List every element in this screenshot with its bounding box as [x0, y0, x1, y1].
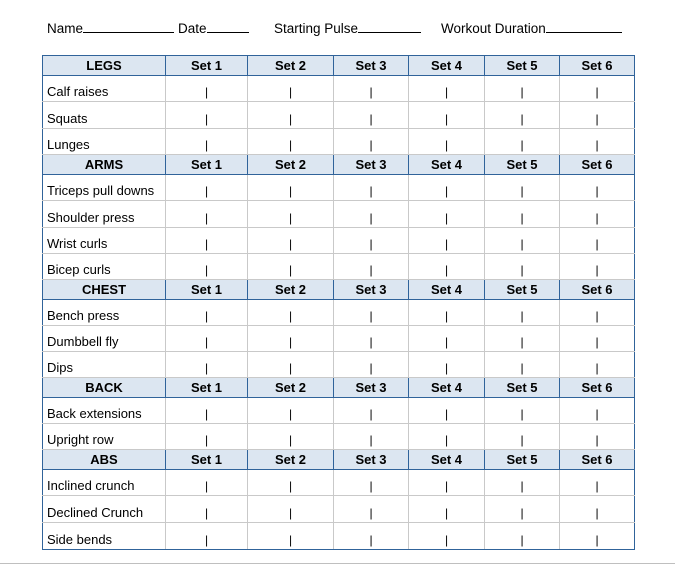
set-entry-mark: |: [369, 533, 373, 547]
set-entry-mark: |: [595, 184, 599, 198]
set-entry-mark: |: [204, 433, 209, 447]
exercise-name: Back extensions: [43, 398, 166, 424]
set-entry-cell[interactable]: [485, 175, 560, 201]
set-entry-mark: |: [204, 237, 209, 251]
set-entry-mark: |: [520, 309, 524, 323]
exercise-row: [43, 496, 635, 523]
set-entry-cell[interactable]: [248, 398, 334, 424]
set-entry-mark: |: [288, 85, 293, 99]
set-entry-cell[interactable]: [560, 175, 635, 201]
set-column-header: Set 2: [248, 56, 334, 76]
set-entry-mark: |: [595, 433, 599, 447]
exercise-row: [43, 228, 635, 254]
set-entry-mark: |: [204, 184, 209, 198]
set-entry-mark: |: [288, 211, 293, 225]
set-column-header: Set 5: [485, 280, 560, 300]
set-entry-cell[interactable]: [485, 201, 560, 228]
set-entry-cell[interactable]: [409, 424, 485, 450]
set-entry-cell[interactable]: [248, 76, 334, 102]
set-entry-mark: |: [520, 263, 524, 277]
set-entry-cell[interactable]: [248, 523, 334, 550]
set-entry-mark: |: [369, 138, 373, 152]
set-column-header: Set 2: [248, 280, 334, 300]
set-entry-cell[interactable]: [334, 300, 409, 326]
set-entry-cell[interactable]: [334, 398, 409, 424]
exercise-name: Squats: [43, 102, 166, 129]
set-entry-mark: |: [204, 309, 209, 323]
set-column-header: Set 1: [166, 378, 248, 398]
set-column-header: Set 6: [560, 280, 635, 300]
exercise-name: Bench press: [43, 300, 166, 326]
set-entry-mark: |: [288, 335, 293, 349]
exercise-name: Inclined crunch: [43, 470, 166, 496]
section-header-row: [43, 450, 635, 470]
set-entry-cell[interactable]: [409, 496, 485, 523]
set-entry-mark: |: [520, 361, 524, 375]
exercise-row: [43, 102, 635, 129]
set-entry-mark: |: [288, 184, 293, 198]
section-title: ARMS: [43, 155, 166, 175]
section-title: LEGS: [43, 56, 166, 76]
set-entry-cell[interactable]: [485, 496, 560, 523]
set-entry-cell[interactable]: [334, 102, 409, 129]
set-entry-cell[interactable]: [166, 470, 248, 496]
set-column-header: Set 1: [166, 280, 248, 300]
set-entry-mark: |: [520, 112, 524, 126]
set-entry-mark: |: [520, 479, 524, 493]
exercise-name: Triceps pull downs: [43, 175, 166, 201]
set-entry-mark: |: [444, 263, 449, 277]
set-entry-mark: |: [288, 237, 293, 251]
set-entry-mark: |: [520, 335, 524, 349]
section-header-row: [43, 378, 635, 398]
set-entry-mark: |: [288, 407, 293, 421]
set-column-header: Set 6: [560, 450, 635, 470]
set-entry-cell[interactable]: [166, 398, 248, 424]
set-entry-mark: |: [444, 506, 449, 520]
exercise-row: [43, 175, 635, 201]
set-column-header: Set 6: [560, 56, 635, 76]
set-entry-cell[interactable]: [560, 300, 635, 326]
set-entry-cell[interactable]: [560, 352, 635, 378]
set-entry-mark: |: [444, 533, 449, 547]
workout-log-table: [42, 55, 635, 550]
set-entry-mark: |: [369, 112, 373, 126]
set-entry-cell[interactable]: [409, 352, 485, 378]
exercise-row: [43, 254, 635, 280]
set-entry-cell[interactable]: [560, 228, 635, 254]
set-entry-mark: |: [288, 533, 293, 547]
set-entry-mark: |: [444, 433, 449, 447]
set-entry-cell[interactable]: [409, 102, 485, 129]
exercise-row: [43, 326, 635, 352]
set-entry-cell[interactable]: [485, 398, 560, 424]
set-entry-cell[interactable]: [334, 254, 409, 280]
set-entry-cell[interactable]: [166, 496, 248, 523]
set-entry-cell[interactable]: [409, 326, 485, 352]
set-column-header: Set 2: [248, 450, 334, 470]
exercise-row: [43, 201, 635, 228]
set-entry-mark: |: [369, 85, 373, 99]
set-column-header: Set 3: [334, 280, 409, 300]
set-entry-cell[interactable]: [485, 300, 560, 326]
set-entry-cell[interactable]: [485, 129, 560, 155]
set-entry-cell[interactable]: [248, 175, 334, 201]
set-entry-mark: |: [520, 533, 524, 547]
set-column-header: Set 4: [409, 280, 485, 300]
starting-pulse-field[interactable]: [274, 19, 421, 36]
name-blank[interactable]: [83, 19, 174, 33]
set-entry-cell[interactable]: [485, 352, 560, 378]
set-entry-mark: |: [204, 138, 209, 152]
set-entry-cell[interactable]: [334, 228, 409, 254]
set-column-header: Set 5: [485, 56, 560, 76]
set-entry-cell[interactable]: [409, 254, 485, 280]
set-entry-mark: |: [204, 361, 209, 375]
set-entry-cell[interactable]: [409, 76, 485, 102]
set-entry-cell[interactable]: [248, 129, 334, 155]
exercise-name: Dips: [43, 352, 166, 378]
set-entry-cell[interactable]: [334, 326, 409, 352]
set-column-header: Set 4: [409, 378, 485, 398]
workout-duration-label: Workout Duration: [441, 21, 546, 36]
set-entry-cell[interactable]: [248, 470, 334, 496]
set-entry-cell[interactable]: [166, 201, 248, 228]
set-entry-cell[interactable]: [166, 129, 248, 155]
section-title: ABS: [43, 450, 166, 470]
set-entry-mark: |: [444, 309, 449, 323]
set-entry-cell[interactable]: [334, 129, 409, 155]
set-entry-mark: |: [369, 309, 373, 323]
set-entry-cell[interactable]: [334, 470, 409, 496]
set-entry-mark: |: [444, 184, 449, 198]
section-title: BACK: [43, 378, 166, 398]
set-entry-mark: |: [369, 433, 373, 447]
set-entry-mark: |: [204, 407, 209, 421]
set-entry-mark: |: [595, 211, 599, 225]
exercise-row: [43, 424, 635, 450]
set-entry-mark: |: [369, 263, 373, 277]
set-entry-mark: |: [204, 211, 209, 225]
exercise-name: Dumbbell fly: [43, 326, 166, 352]
set-entry-mark: |: [595, 263, 599, 277]
set-entry-cell[interactable]: [485, 76, 560, 102]
set-entry-mark: |: [595, 237, 599, 251]
set-column-header: Set 5: [485, 378, 560, 398]
set-column-header: Set 2: [248, 155, 334, 175]
set-entry-cell[interactable]: [560, 523, 635, 550]
set-entry-mark: |: [444, 112, 449, 126]
set-entry-cell[interactable]: [248, 424, 334, 450]
set-entry-cell[interactable]: [166, 352, 248, 378]
set-entry-cell[interactable]: [248, 300, 334, 326]
set-entry-cell[interactable]: [560, 254, 635, 280]
date-label: Date: [178, 21, 207, 36]
date-blank[interactable]: [207, 19, 249, 33]
set-entry-mark: |: [595, 407, 599, 421]
set-entry-cell[interactable]: [248, 326, 334, 352]
set-column-header: Set 3: [334, 56, 409, 76]
set-entry-mark: |: [520, 184, 524, 198]
set-entry-cell[interactable]: [248, 201, 334, 228]
set-entry-cell[interactable]: [409, 201, 485, 228]
set-entry-mark: |: [288, 309, 293, 323]
set-column-header: Set 1: [166, 450, 248, 470]
workout-duration-blank[interactable]: [546, 19, 622, 33]
set-entry-cell[interactable]: [334, 76, 409, 102]
set-entry-mark: |: [369, 479, 373, 493]
set-entry-mark: |: [444, 85, 449, 99]
set-entry-mark: |: [520, 138, 524, 152]
set-entry-cell[interactable]: [248, 254, 334, 280]
set-entry-mark: |: [369, 237, 373, 251]
workout-duration-field[interactable]: [441, 19, 622, 36]
set-entry-cell[interactable]: [485, 102, 560, 129]
name-label: Name: [47, 21, 84, 36]
set-entry-cell[interactable]: [166, 228, 248, 254]
section-title: CHEST: [43, 280, 166, 300]
set-entry-cell[interactable]: [560, 424, 635, 450]
set-column-header: Set 3: [334, 450, 409, 470]
set-entry-mark: |: [204, 533, 209, 547]
set-entry-cell[interactable]: [560, 102, 635, 129]
section-header-row: [43, 56, 635, 76]
set-entry-mark: |: [595, 335, 599, 349]
page-bottom-rule: [0, 563, 675, 564]
exercise-name: Calf raises: [43, 76, 166, 102]
set-entry-cell[interactable]: [560, 470, 635, 496]
set-entry-mark: |: [444, 407, 449, 421]
set-entry-mark: |: [595, 506, 599, 520]
set-entry-cell[interactable]: [485, 424, 560, 450]
set-entry-mark: |: [369, 211, 373, 225]
set-column-header: Set 5: [485, 155, 560, 175]
set-entry-cell[interactable]: [166, 175, 248, 201]
set-entry-mark: |: [369, 335, 373, 349]
set-column-header: Set 1: [166, 155, 248, 175]
set-entry-cell[interactable]: [409, 470, 485, 496]
set-entry-mark: |: [288, 263, 293, 277]
set-entry-mark: |: [444, 479, 449, 493]
set-entry-cell[interactable]: [485, 326, 560, 352]
set-entry-mark: |: [369, 506, 373, 520]
name-field[interactable]: [47, 19, 174, 36]
date-field[interactable]: [178, 19, 249, 36]
set-column-header: Set 4: [409, 450, 485, 470]
set-entry-mark: |: [520, 407, 524, 421]
set-entry-cell[interactable]: [409, 228, 485, 254]
exercise-name: Upright row: [43, 424, 166, 450]
set-entry-mark: |: [520, 237, 524, 251]
set-entry-mark: |: [595, 85, 599, 99]
set-entry-mark: |: [444, 335, 449, 349]
set-entry-cell[interactable]: [166, 326, 248, 352]
set-column-header: Set 3: [334, 378, 409, 398]
section-header-row: [43, 155, 635, 175]
set-column-header: Set 4: [409, 56, 485, 76]
set-entry-cell[interactable]: [560, 201, 635, 228]
set-entry-mark: |: [288, 433, 293, 447]
set-entry-cell[interactable]: [334, 424, 409, 450]
exercise-name: Bicep curls: [43, 254, 166, 280]
set-entry-mark: |: [595, 112, 599, 126]
set-entry-mark: |: [520, 506, 524, 520]
set-entry-cell[interactable]: [560, 76, 635, 102]
set-entry-mark: |: [204, 506, 209, 520]
set-entry-cell[interactable]: [248, 496, 334, 523]
set-entry-cell[interactable]: [248, 228, 334, 254]
set-entry-cell[interactable]: [334, 175, 409, 201]
set-entry-cell[interactable]: [409, 300, 485, 326]
section-header-row: [43, 280, 635, 300]
set-entry-cell[interactable]: [409, 398, 485, 424]
set-entry-cell[interactable]: [409, 175, 485, 201]
set-entry-mark: |: [444, 237, 449, 251]
set-entry-mark: |: [288, 138, 293, 152]
set-entry-cell[interactable]: [409, 523, 485, 550]
set-entry-mark: |: [204, 335, 209, 349]
exercise-row: [43, 523, 635, 550]
exercise-name: Shoulder press: [43, 201, 166, 228]
set-entry-cell[interactable]: [334, 201, 409, 228]
exercise-row: [43, 76, 635, 102]
set-entry-cell[interactable]: [409, 129, 485, 155]
set-entry-mark: |: [369, 184, 373, 198]
set-column-header: Set 6: [560, 155, 635, 175]
set-entry-cell[interactable]: [166, 102, 248, 129]
set-entry-mark: |: [204, 112, 209, 126]
set-entry-mark: |: [369, 361, 373, 375]
set-entry-cell[interactable]: [334, 496, 409, 523]
exercise-name: Declined Crunch: [43, 496, 166, 523]
set-entry-mark: |: [595, 479, 599, 493]
exercise-name: Lunges: [43, 129, 166, 155]
set-entry-mark: |: [595, 309, 599, 323]
exercise-row: [43, 300, 635, 326]
set-entry-cell[interactable]: [166, 523, 248, 550]
set-column-header: Set 6: [560, 378, 635, 398]
set-entry-cell[interactable]: [560, 496, 635, 523]
set-entry-cell[interactable]: [334, 523, 409, 550]
exercise-row: [43, 470, 635, 496]
set-column-header: Set 2: [248, 378, 334, 398]
set-entry-mark: |: [595, 138, 599, 152]
set-entry-mark: |: [288, 361, 293, 375]
set-entry-cell[interactable]: [166, 424, 248, 450]
exercise-row: [43, 398, 635, 424]
set-column-header: Set 3: [334, 155, 409, 175]
set-entry-mark: |: [520, 211, 524, 225]
set-entry-mark: |: [204, 85, 209, 99]
exercise-name: Side bends: [43, 523, 166, 550]
starting-pulse-blank[interactable]: [358, 19, 421, 33]
starting-pulse-label: Starting Pulse: [274, 21, 359, 36]
exercise-row: [43, 352, 635, 378]
set-entry-mark: |: [369, 407, 373, 421]
set-column-header: Set 1: [166, 56, 248, 76]
exercise-row: [43, 129, 635, 155]
set-entry-cell[interactable]: [560, 398, 635, 424]
set-entry-mark: |: [288, 112, 293, 126]
set-entry-cell[interactable]: [485, 523, 560, 550]
set-entry-mark: |: [595, 361, 599, 375]
set-entry-mark: |: [595, 533, 599, 547]
set-entry-cell[interactable]: [248, 352, 334, 378]
set-column-header: Set 5: [485, 450, 560, 470]
set-entry-cell[interactable]: [334, 352, 409, 378]
set-column-header: Set 4: [409, 155, 485, 175]
set-entry-cell[interactable]: [560, 326, 635, 352]
set-entry-cell[interactable]: [485, 228, 560, 254]
set-entry-cell[interactable]: [166, 254, 248, 280]
set-entry-cell[interactable]: [248, 102, 334, 129]
set-entry-cell[interactable]: [485, 470, 560, 496]
set-entry-mark: |: [288, 506, 293, 520]
set-entry-mark: |: [444, 211, 449, 225]
set-entry-mark: |: [204, 263, 209, 277]
set-entry-mark: |: [204, 479, 209, 493]
set-entry-cell[interactable]: [166, 76, 248, 102]
set-entry-cell[interactable]: [166, 300, 248, 326]
set-entry-mark: |: [444, 138, 449, 152]
set-entry-mark: |: [444, 361, 449, 375]
set-entry-mark: |: [288, 479, 293, 493]
set-entry-cell[interactable]: [485, 254, 560, 280]
set-entry-mark: |: [520, 433, 524, 447]
set-entry-cell[interactable]: [560, 129, 635, 155]
exercise-name: Wrist curls: [43, 228, 166, 254]
set-entry-mark: |: [520, 85, 524, 99]
